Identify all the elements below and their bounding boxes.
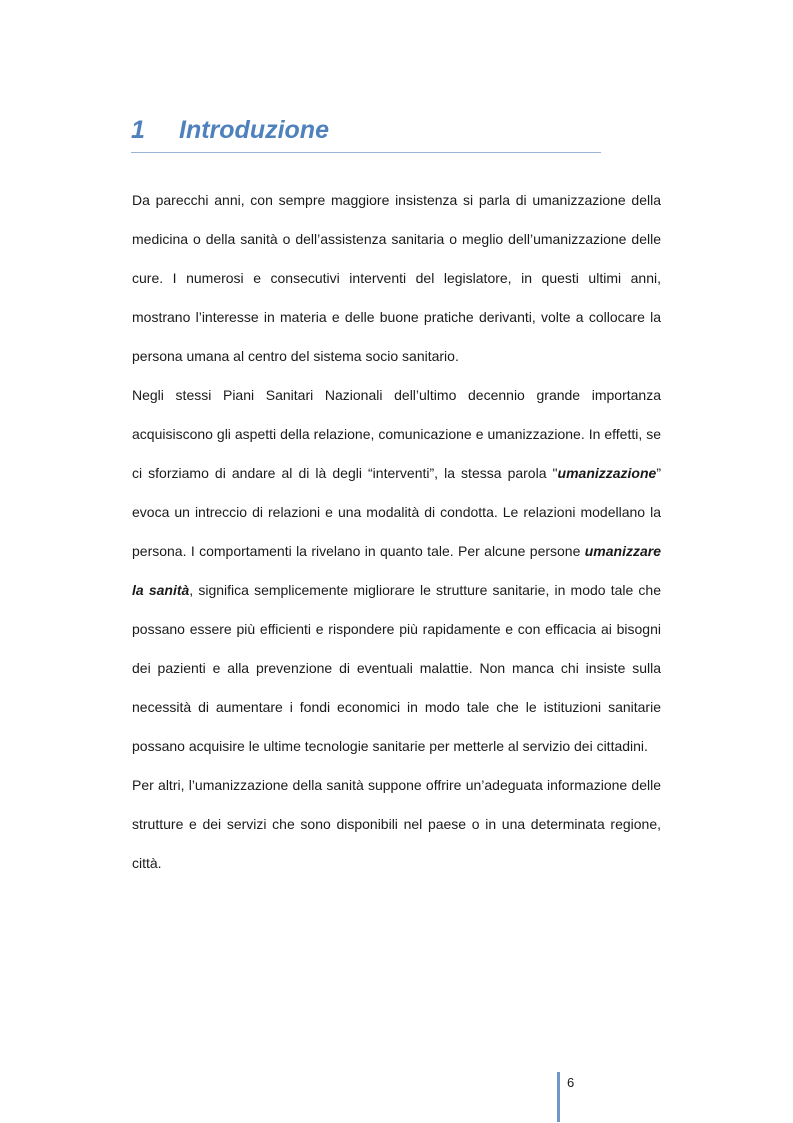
paragraph-2	[132, 376, 661, 766]
paragraph-2-part-c: ” evoca un intreccio di relazioni e una modalità di condotta. Le relazioni modellano la persona. I comportamenti la rivelano in quanto tale. Per alcune persone	[132, 465, 661, 559]
emphasis-umanizzazione: umanizzazione	[557, 465, 657, 481]
chapter-title: Introduzione	[179, 116, 329, 144]
paragraph-3: Per altri, l’umanizzazione della sanità suppone offrire un’adeguata informazione delle strutture e dei servizi che sono disponibili nel paese o in una determinata regione, città.	[132, 777, 661, 871]
chapter-number: 1	[131, 116, 145, 144]
paragraph-2-part-e: , significa semplicemente migliorare le strutture sanitarie, in modo tale che possano essere più efficienti e rispondere più rapidamente e con efficacia ai bisogni dei pazienti e alla prevenzione di eventuali malattie. Non manca chi insiste sulla necessità di aumentare i fondi economici in modo tale che le istituzioni sanitarie possano acquisire le ultime tecnologie sanitarie per metterle al servizio dei cittadini.	[132, 582, 661, 754]
footer-accent-bar	[557, 1072, 560, 1122]
chapter-heading	[131, 112, 601, 153]
paragraph-2-part-a: Negli stessi Piani Sanitari Nazionali dell’ultimo decennio grande importanza acquisiscono gli aspetti della relazione, comunicazione e umanizzazione. In effetti, se ci sforziamo di andare al di là degli “interventi”, la stessa parola "	[132, 387, 661, 481]
body-text	[132, 181, 661, 883]
emphasis-umanizzare-la-sanita: umanizzare la sanità	[132, 543, 661, 598]
page-number: 6	[567, 1075, 575, 1090]
paragraph-1: Da parecchi anni, con sempre maggiore insistenza si parla di umanizzazione della medicina o della sanità o dell’assistenza sanitaria o meglio dell’umanizzazione delle cure. I numerosi e consecutivi interventi del legislatore, in questi ultimi anni, mostrano l’interesse in materia e delle buone pratiche derivanti, volte a collocare la persona umana al centro del sistema socio sanitario.	[132, 192, 661, 364]
